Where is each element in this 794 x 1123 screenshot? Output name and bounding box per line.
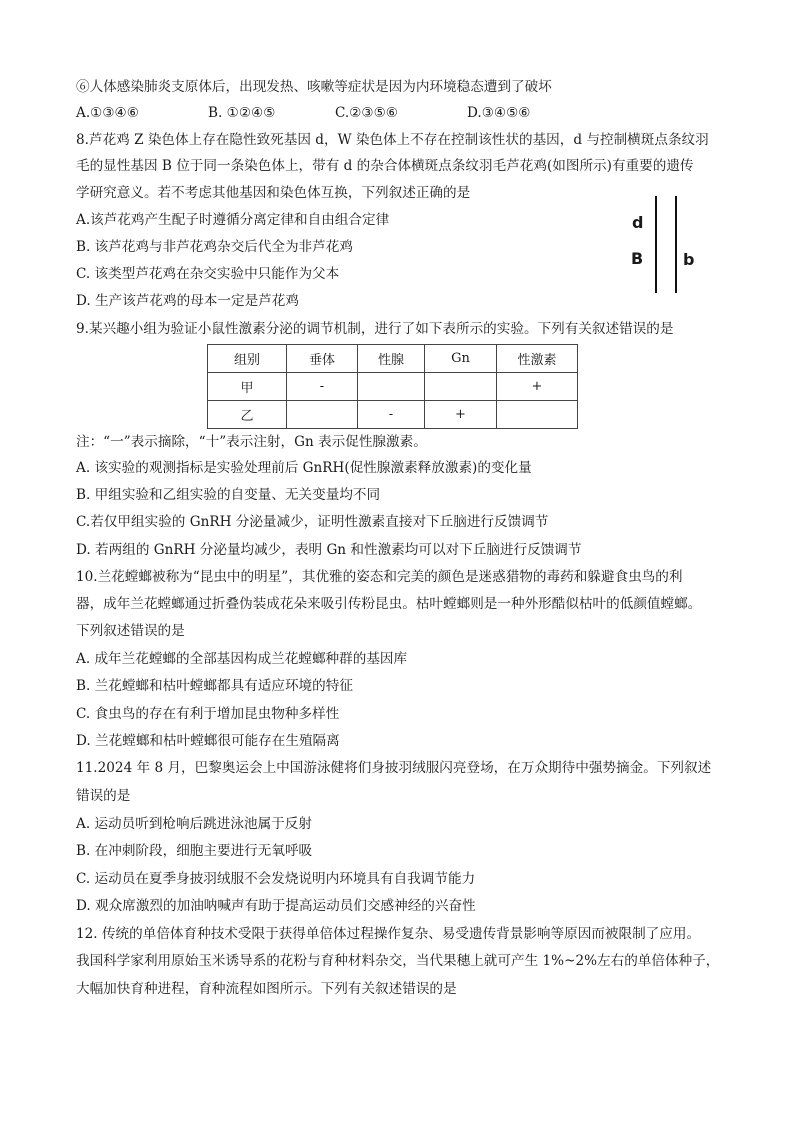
gene-label-b: b [683, 250, 695, 269]
q12-stem-line-3: 大幅加快育种进程，育种流程如图所示。下列有关叙述错误的是 [76, 981, 457, 997]
q10-option-d: D. 兰花螳螂和枯叶螳螂很可能存在生殖隔离 [76, 733, 340, 749]
table-cell: + [497, 373, 578, 401]
q10-option-c: C. 食虫鸟的存在有利于增加昆虫物种多样性 [76, 706, 340, 722]
q11-option-a: A. 运动员听到枪响后跳进泳池属于反射 [76, 816, 312, 832]
table-cell [425, 373, 497, 401]
table-cell: + [425, 401, 497, 429]
q8-option-d: D. 生产该芦花鸡的母本一定是芦花鸡 [76, 293, 299, 309]
gene-label-B: B [631, 249, 644, 268]
q8-option-c: C. 该类型芦花鸡在杂交实验中只能作为父本 [76, 266, 340, 282]
q9-note: 注：“一”表示摘除，“十”表示注射，Gn 表示促性腺激素。 [76, 434, 427, 450]
q11-stem-line-2: 错误的是 [76, 788, 131, 804]
q8-option-a: A.该芦花鸡产生配子时遵循分离定律和自由组合定律 [76, 212, 390, 228]
q10-stem-line-2: 器，成年兰花螳螂通过折叠伪装成花朵来吸引传粉昆虫。枯叶螳螂则是一种外形酷似枯叶的低颜值螳螂。 [76, 596, 702, 612]
q8-stem-line-2: 毛的显性基因 B 位于同一条染色体上，带有 d 的杂合体横斑点条纹羽毛芦花鸡(如图所示)有重要的遗传 [76, 158, 694, 174]
table-cell [358, 373, 425, 401]
q11-option-c: C. 运动员在夏季身披羽绒服不会发烧说明内环境具有自我调节能力 [76, 871, 476, 887]
table-header-cell: 性激素 [497, 345, 578, 373]
chromosome-left [655, 196, 657, 293]
table-row [208, 373, 578, 401]
q7-option-d: D.③④⑤⑥ [467, 105, 531, 121]
chromosome-right [675, 196, 677, 293]
table-header-cell: 垂体 [287, 345, 358, 373]
q11-option-d: D. 观众席激烈的加油呐喊声有助于提高运动员们交感神经的兴奋性 [76, 898, 476, 914]
table-header-row [208, 345, 578, 373]
q9-option-a: A. 该实验的观测指标是实验处理前后 GnRH(促性腺激素释放激素)的变化量 [76, 460, 532, 476]
q8-option-b: B. 该芦花鸡与非芦花鸡杂交后代全为非芦花鸡 [76, 239, 353, 255]
q7-option-c: C.②③⑤⑥ [335, 105, 398, 121]
q9-stem: 9.某兴趣小组为验证小鼠性激素分泌的调节机制，进行了如下表所示的实验。下列有关叙述错误的是 [76, 321, 674, 337]
q9-option-c: C.若仅甲组实验的 GnRH 分泌量减少，证明性激素直接对下丘脑进行反馈调节 [76, 514, 549, 530]
table-cell: 乙 [208, 401, 287, 429]
q10-stem-line-1: 10.兰花螳螂被称为“昆虫中的明星”，其优雅的姿态和完美的颜色是迷惑猎物的毒药和躲避食虫鸟的利 [76, 569, 683, 585]
table-cell: - [287, 373, 358, 401]
table-header-cell: Gn [425, 345, 497, 373]
q8-stem-line-1: 8.芦花鸡 Z 染色体上存在隐性致死基因 d，W 染色体上不存在控制该性状的基因，d 与控制横斑点条纹羽 [76, 132, 709, 148]
q8-stem-line-3: 学研究意义。若不考虑其他基因和染色体互换，下列叙述正确的是 [76, 185, 471, 201]
table-cell: 甲 [208, 373, 287, 401]
experiment-table [207, 344, 578, 429]
q9-option-b: B. 甲组实验和乙组实验的自变量、无关变量均不同 [76, 487, 381, 503]
q12-stem-line-1: 12. 传统的单倍体育种技术受限于获得单倍体过程操作复杂、易受遗传背景影响等原因而被限制了应用。 [76, 926, 701, 942]
q7-option-b: B. ①②④⑤ [208, 105, 276, 121]
table-header-cell: 性腺 [358, 345, 425, 373]
q7-item6: ⑥人体感染肺炎支原体后，出现发热、咳嗽等症状是因为内环境稳态遭到了破坏 [76, 79, 552, 95]
table-cell: - [358, 401, 425, 429]
q10-stem-line-3: 下列叙述错误的是 [76, 623, 185, 639]
table-cell [497, 401, 578, 429]
table-row [208, 401, 578, 429]
gene-label-d: d [632, 213, 644, 232]
q10-option-a: A. 成年兰花螳螂的全部基因构成兰花螳螂种群的基因库 [76, 651, 408, 667]
table-header-cell: 组别 [208, 345, 287, 373]
q11-option-b: B. 在冲刺阶段，细胞主要进行无氧呼吸 [76, 843, 313, 859]
table-cell [287, 401, 358, 429]
q7-option-a: A.①③④⑥ [76, 105, 139, 121]
q9-option-d: D. 若两组的 GnRH 分泌量均减少，表明 Gn 和性激素均可以对下丘脑进行反馈调节 [76, 542, 582, 558]
q12-stem-line-2: 我国科学家利用原始玉米诱导系的花粉与育种材料杂交，当代果穗上就可产生 1%~2%左右的单倍体种子， [76, 953, 720, 969]
q11-stem-line-1: 11.2024 年 8 月，巴黎奥运会上中国游泳健将们身披羽绒服闪亮登场，在万众期待中强势摘金。下列叙述 [76, 760, 712, 776]
q10-option-b: B. 兰花螳螂和枯叶螳螂都具有适应环境的特征 [76, 678, 353, 694]
